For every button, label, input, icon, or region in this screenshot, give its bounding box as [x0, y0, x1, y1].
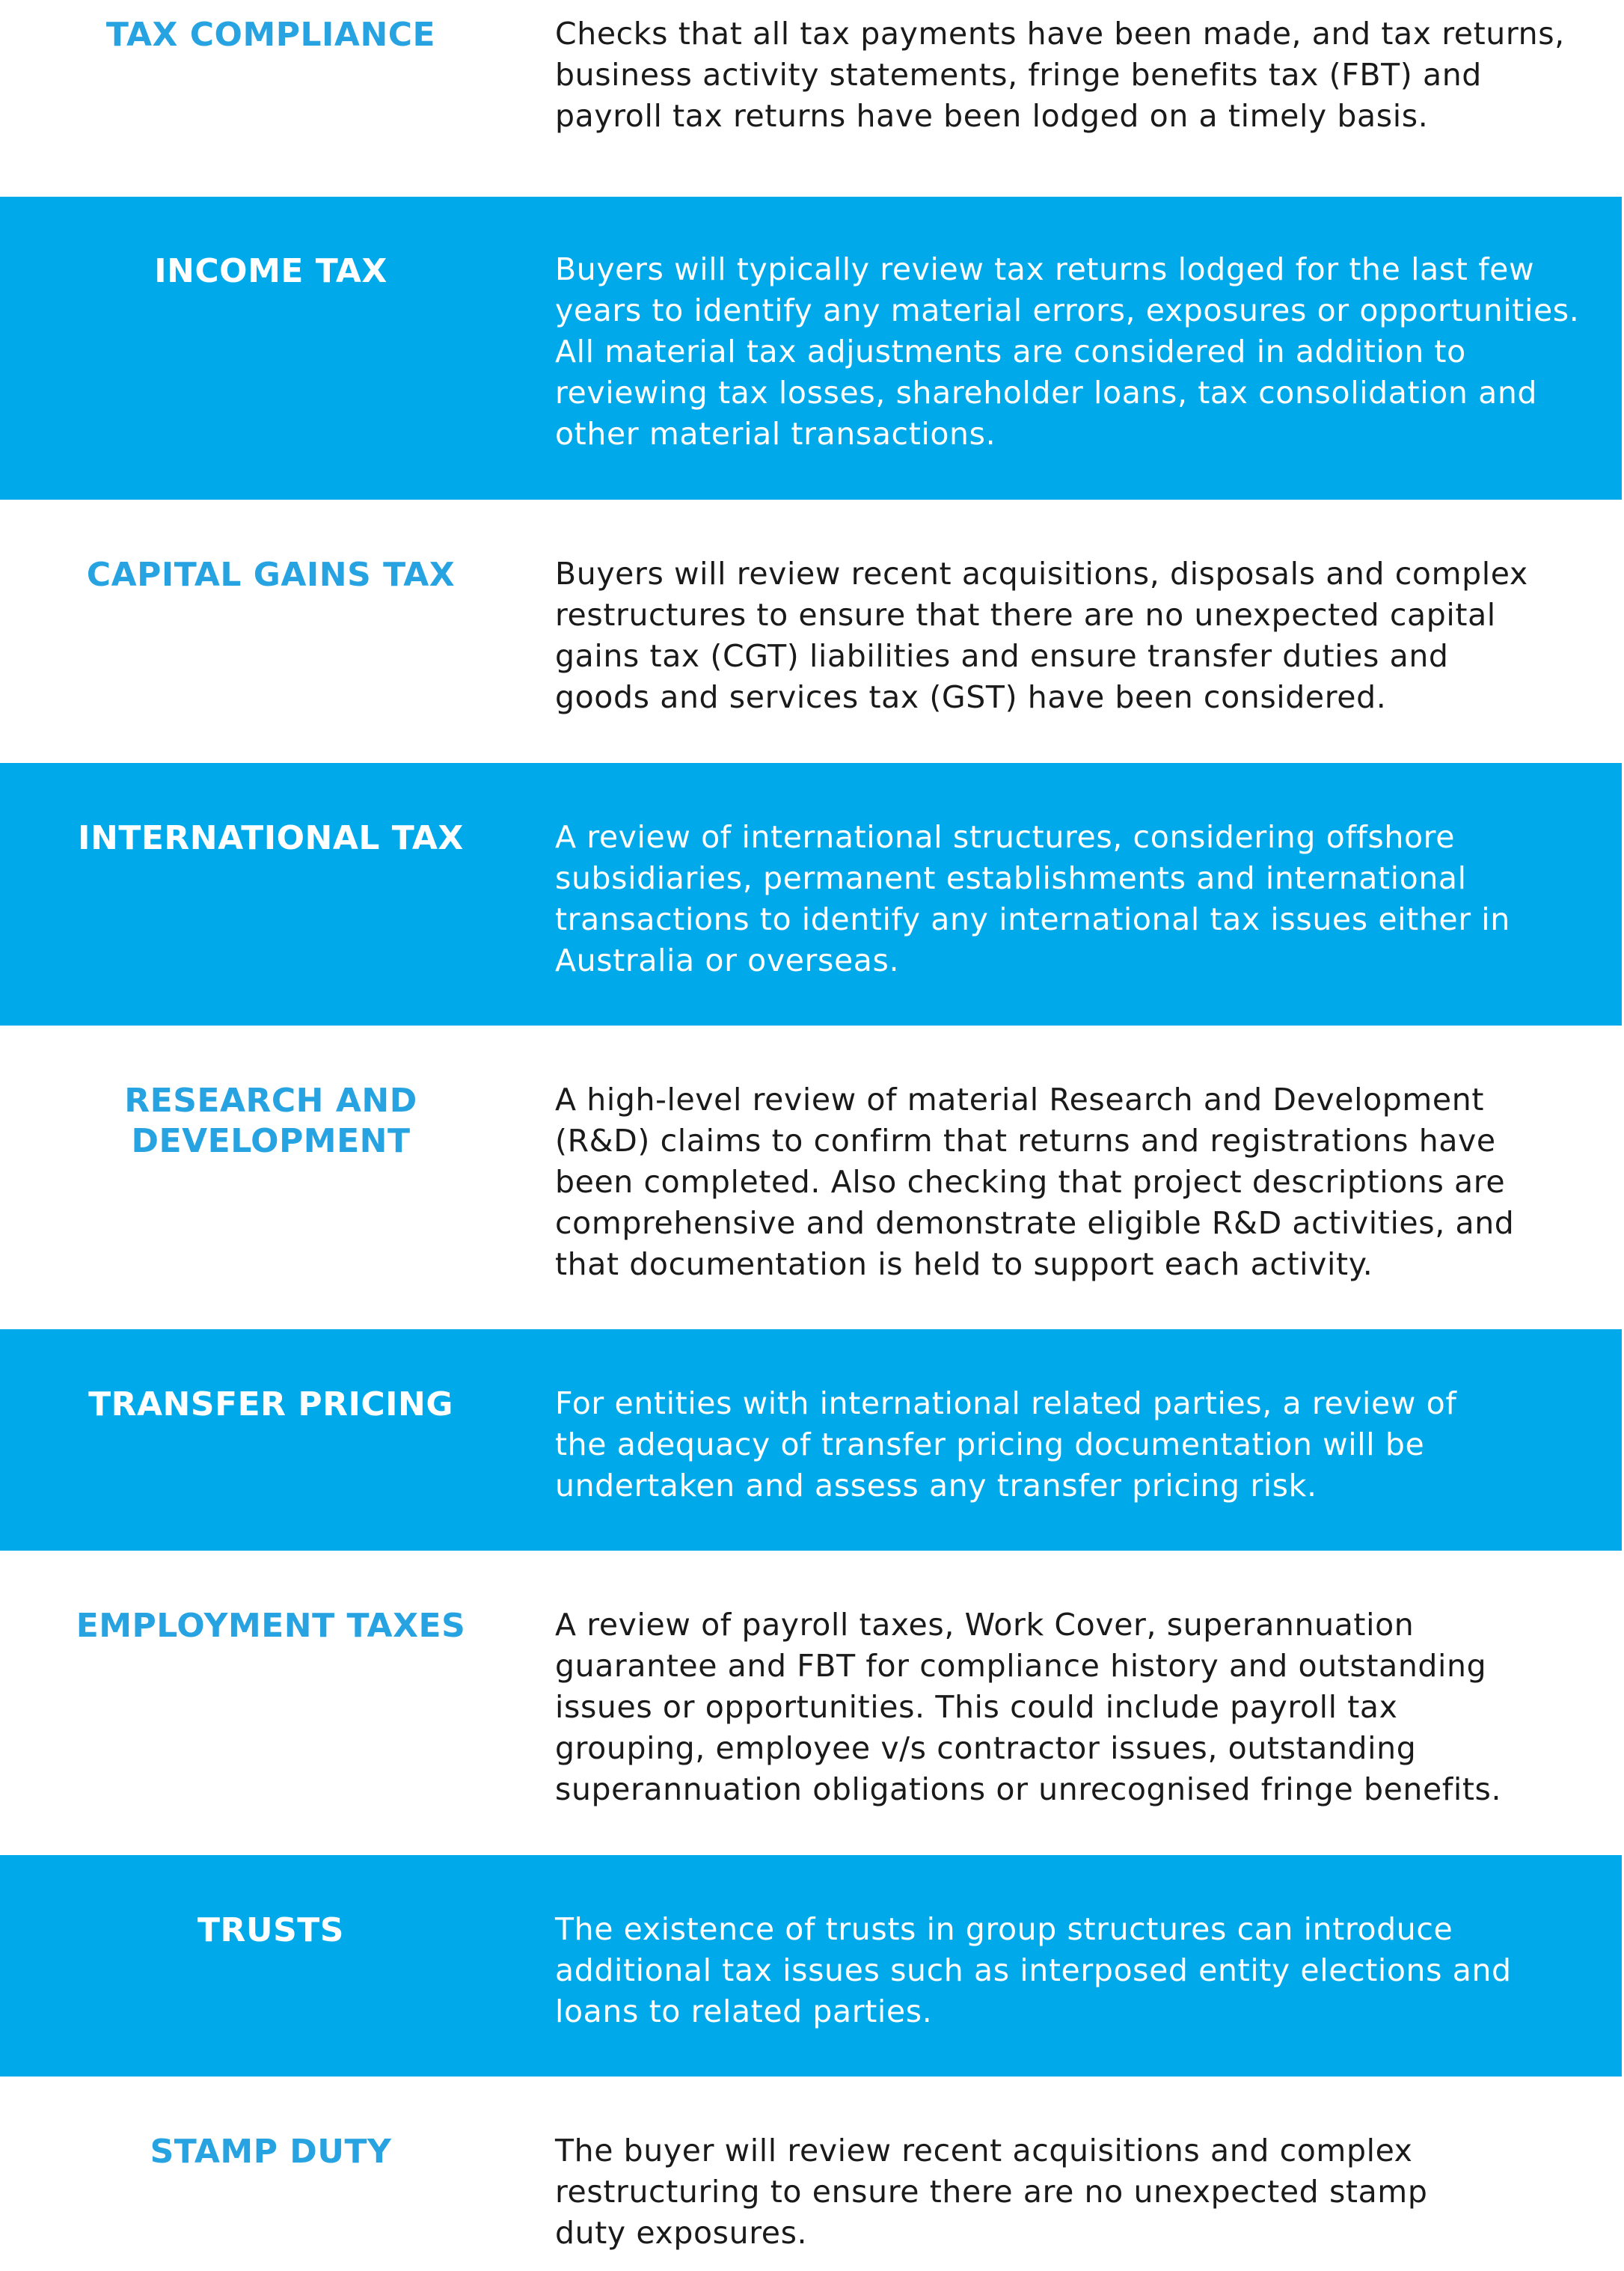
table-row-income-tax — [0, 197, 1622, 500]
row-description: A review of international structures, considering offshore subsidiaries, permanent establishments and international transactions to identify any international tax issues either in Australia or overseas. — [555, 819, 1510, 978]
table-row-international-tax — [0, 763, 1622, 1026]
row-heading: CAPITAL GAINS TAX — [86, 556, 456, 594]
row-heading: TAX COMPLIANCE — [105, 16, 436, 54]
table-row-trusts — [0, 1855, 1622, 2077]
table-row-tax-compliance — [0, 0, 1624, 197]
row-heading: INTERNATIONAL TAX — [78, 819, 464, 857]
table-row-stamp-duty — [0, 2077, 1624, 2271]
row-description: For entities with international related parties, a review of the adequacy of transfer pricing documentation will be undertaken and assess any transfer pricing risk. — [555, 1385, 1457, 1504]
row-description: A high-level review of material Research and Development (R&D) claims to confirm that returns and registrations have been completed. Also checking that project descriptions are comprehensive and demonstrate eligible R&D activities, and that documentation is held to support each activity. — [555, 1082, 1515, 1282]
table-row-employment-taxes — [0, 1551, 1624, 1855]
table-row-capital-gains-tax — [0, 500, 1624, 763]
row-heading: EMPLOYMENT TAXES — [76, 1607, 466, 1645]
row-heading: TRANSFER PRICING — [88, 1385, 453, 1423]
row-heading: TRUSTS — [197, 1911, 344, 1949]
row-heading: INCOME TAX — [154, 252, 387, 290]
row-description: Checks that all tax payments have been made, and tax returns, business activity statements, fringe benefits tax (FBT) and payroll tax returns have been lodged on a timely basis. — [555, 16, 1565, 134]
row-description: The existence of trusts in group structures can introduce additional tax issues such as interposed entity elections and loans to related parties. — [555, 1911, 1512, 2029]
table-row-transfer-pricing — [0, 1329, 1622, 1551]
row-heading: STAMP DUTY — [150, 2133, 392, 2171]
row-description: The buyer will review recent acquisitions and complex restructuring to ensure there are no unexpected stamp duty exposures. — [555, 2133, 1428, 2251]
row-heading: RESEARCH AND DEVELOPMENT — [124, 1082, 417, 1160]
row-description: Buyers will review recent acquisitions, disposals and complex restructures to ensure that there are no unexpected capital gains tax (CGT) liabilities and ensure transfer duties and goods and services tax (GST) have been considered. — [555, 556, 1528, 715]
row-description: A review of payroll taxes, Work Cover, superannuation guarantee and FBT for compliance history and outstanding issues or opportunities. This could include payroll tax grouping, employee v/s contractor issues, outstanding superannuation obligations or unrecognised fringe benefits. — [555, 1607, 1502, 1807]
row-description: Buyers will typically review tax returns lodged for the last few years to identify any material errors, exposures or opportunities. All material tax adjustments are considered in addition to reviewing tax losses, shareholder loans, tax consolidation and other material transactions. — [555, 251, 1580, 452]
table-row-research-and-development — [0, 1026, 1624, 1329]
